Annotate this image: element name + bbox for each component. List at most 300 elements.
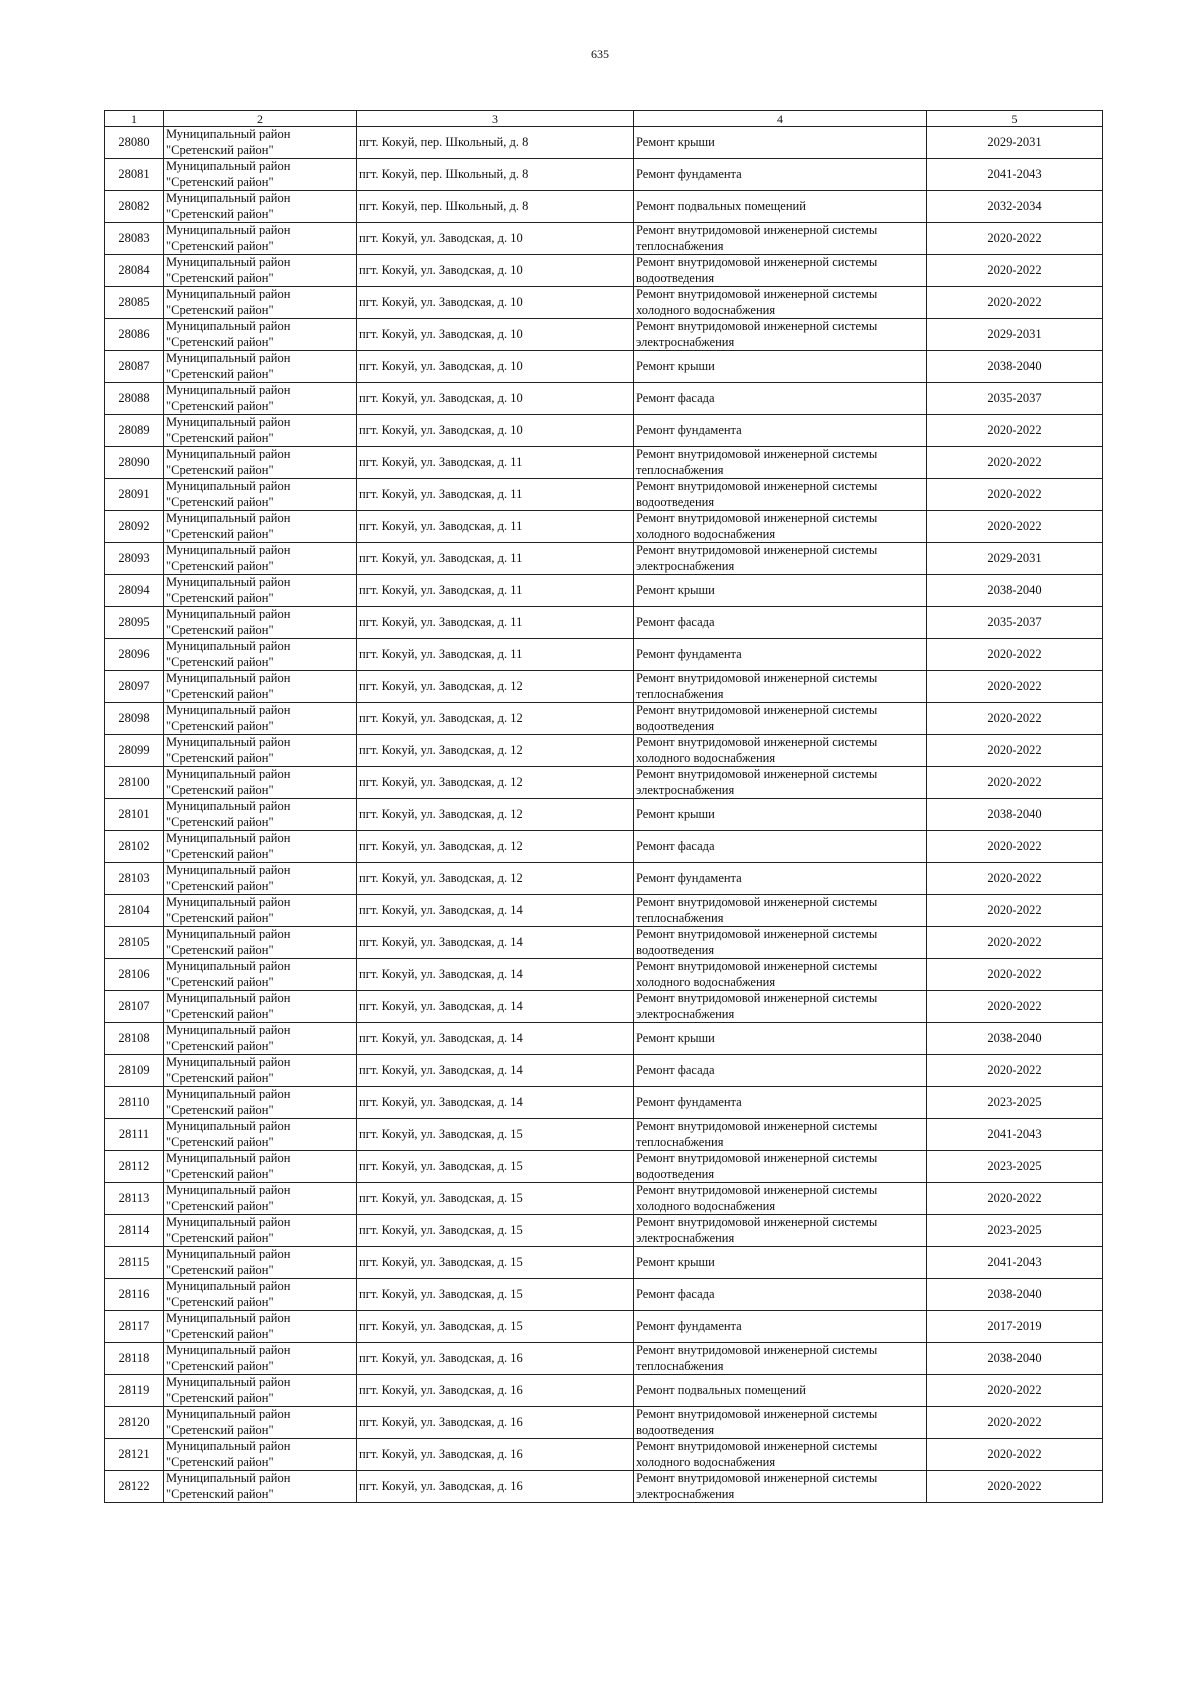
work-type-cell bbox=[634, 191, 927, 223]
address-cell: пгт. Кокуй, ул. Заводская, д. 16 bbox=[357, 1375, 634, 1407]
work-type-line-2: электроснабжения bbox=[636, 782, 735, 797]
municipality-line-1: Муниципальный район bbox=[166, 543, 291, 557]
municipality-line-2: "Сретенский район" bbox=[166, 942, 274, 957]
address-cell: пгт. Кокуй, ул. Заводская, д. 14 bbox=[357, 895, 634, 927]
municipality-cell bbox=[164, 1055, 357, 1087]
column-header-3: 3 bbox=[357, 111, 634, 127]
municipality-cell bbox=[164, 1151, 357, 1183]
address-cell: пгт. Кокуй, пер. Школьный, д. 8 bbox=[357, 159, 634, 191]
work-type-cell bbox=[634, 703, 927, 735]
period-cell: 2020-2022 bbox=[927, 223, 1103, 255]
period-cell: 2020-2022 bbox=[927, 639, 1103, 671]
work-type-line-1: Ремонт внутридомовой инженерной системы bbox=[636, 447, 878, 461]
record-number-cell: 28107 bbox=[105, 991, 164, 1023]
table-row bbox=[105, 991, 1103, 1023]
work-type-line-1: Ремонт фасада bbox=[636, 1286, 715, 1301]
work-type-line-2: электроснабжения bbox=[636, 1006, 735, 1021]
work-type-line-2: холодного водоснабжения bbox=[636, 302, 776, 317]
period-cell: 2020-2022 bbox=[927, 959, 1103, 991]
work-type-cell bbox=[634, 639, 927, 671]
work-type-line-1: Ремонт внутридомовой инженерной системы bbox=[636, 895, 878, 909]
address-cell: пгт. Кокуй, ул. Заводская, д. 10 bbox=[357, 255, 634, 287]
municipality-line-1: Муниципальный район bbox=[166, 639, 291, 653]
record-number-cell: 28082 bbox=[105, 191, 164, 223]
work-type-line-1: Ремонт фундамента bbox=[636, 870, 742, 885]
table-row bbox=[105, 1119, 1103, 1151]
work-type-cell bbox=[634, 127, 927, 159]
record-number-cell: 28113 bbox=[105, 1183, 164, 1215]
work-type-line-2: водоотведения bbox=[636, 718, 715, 733]
record-number-cell: 28084 bbox=[105, 255, 164, 287]
municipality-cell bbox=[164, 223, 357, 255]
table-row bbox=[105, 1087, 1103, 1119]
table-row bbox=[105, 831, 1103, 863]
municipality-cell bbox=[164, 1375, 357, 1407]
work-type-line-2: водоотведения bbox=[636, 494, 715, 509]
address-cell: пгт. Кокуй, ул. Заводская, д. 16 bbox=[357, 1407, 634, 1439]
municipality-cell bbox=[164, 959, 357, 991]
work-type-line-1: Ремонт внутридомовой инженерной системы bbox=[636, 511, 878, 525]
work-type-cell bbox=[634, 671, 927, 703]
municipality-line-1: Муниципальный район bbox=[166, 479, 291, 493]
municipality-line-1: Муниципальный район bbox=[166, 1151, 291, 1165]
municipality-line-2: "Сретенский район" bbox=[166, 782, 274, 797]
address-cell: пгт. Кокуй, ул. Заводская, д. 11 bbox=[357, 575, 634, 607]
period-cell: 2032-2034 bbox=[927, 191, 1103, 223]
municipality-line-1: Муниципальный район bbox=[166, 735, 291, 749]
work-type-line-2: водоотведения bbox=[636, 270, 715, 285]
address-cell: пгт. Кокуй, ул. Заводская, д. 10 bbox=[357, 223, 634, 255]
municipality-cell bbox=[164, 1407, 357, 1439]
municipality-line-2: "Сретенский район" bbox=[166, 206, 274, 221]
period-cell: 2029-2031 bbox=[927, 127, 1103, 159]
work-type-line-2: холодного водоснабжения bbox=[636, 750, 776, 765]
period-cell: 2038-2040 bbox=[927, 1343, 1103, 1375]
municipality-line-1: Муниципальный район bbox=[166, 1183, 291, 1197]
work-type-cell bbox=[634, 159, 927, 191]
work-type-cell bbox=[634, 1311, 927, 1343]
column-header-4: 4 bbox=[634, 111, 927, 127]
table-row bbox=[105, 671, 1103, 703]
work-type-line-2: электроснабжения bbox=[636, 558, 735, 573]
work-type-cell bbox=[634, 511, 927, 543]
record-number-cell: 28099 bbox=[105, 735, 164, 767]
period-cell: 2020-2022 bbox=[927, 1055, 1103, 1087]
municipality-line-2: "Сретенский район" bbox=[166, 1134, 274, 1149]
period-cell: 2020-2022 bbox=[927, 703, 1103, 735]
work-type-cell bbox=[634, 415, 927, 447]
municipality-line-1: Муниципальный район bbox=[166, 1087, 291, 1101]
record-number-cell: 28083 bbox=[105, 223, 164, 255]
period-cell: 2020-2022 bbox=[927, 287, 1103, 319]
work-type-cell bbox=[634, 863, 927, 895]
work-type-cell bbox=[634, 831, 927, 863]
record-number-cell: 28118 bbox=[105, 1343, 164, 1375]
work-type-cell bbox=[634, 447, 927, 479]
period-cell: 2020-2022 bbox=[927, 255, 1103, 287]
municipality-cell bbox=[164, 575, 357, 607]
record-number-cell: 28088 bbox=[105, 383, 164, 415]
table-row bbox=[105, 1311, 1103, 1343]
address-cell: пгт. Кокуй, ул. Заводская, д. 15 bbox=[357, 1151, 634, 1183]
work-type-cell bbox=[634, 1439, 927, 1471]
address-cell: пгт. Кокуй, пер. Школьный, д. 8 bbox=[357, 191, 634, 223]
municipality-cell bbox=[164, 415, 357, 447]
work-type-cell bbox=[634, 383, 927, 415]
municipality-cell bbox=[164, 447, 357, 479]
address-cell: пгт. Кокуй, ул. Заводская, д. 15 bbox=[357, 1215, 634, 1247]
period-cell: 2020-2022 bbox=[927, 1375, 1103, 1407]
period-cell: 2020-2022 bbox=[927, 831, 1103, 863]
work-type-line-1: Ремонт фундамента bbox=[636, 422, 742, 437]
table-header bbox=[105, 111, 1103, 127]
address-cell: пгт. Кокуй, ул. Заводская, д. 12 bbox=[357, 799, 634, 831]
table-row bbox=[105, 1183, 1103, 1215]
work-type-line-1: Ремонт внутридомовой инженерной системы bbox=[636, 1439, 878, 1453]
address-cell: пгт. Кокуй, ул. Заводская, д. 10 bbox=[357, 351, 634, 383]
work-type-line-1: Ремонт крыши bbox=[636, 358, 715, 373]
work-type-line-2: холодного водоснабжения bbox=[636, 1198, 776, 1213]
work-type-line-1: Ремонт внутридомовой инженерной системы bbox=[636, 1119, 878, 1133]
record-number-cell: 28110 bbox=[105, 1087, 164, 1119]
record-number-cell: 28103 bbox=[105, 863, 164, 895]
table-row bbox=[105, 511, 1103, 543]
municipality-line-1: Муниципальный район bbox=[166, 1471, 291, 1485]
municipality-line-2: "Сретенский район" bbox=[166, 878, 274, 893]
municipality-line-2: "Сретенский район" bbox=[166, 270, 274, 285]
record-number-cell: 28090 bbox=[105, 447, 164, 479]
municipality-cell bbox=[164, 799, 357, 831]
repair-schedule-table bbox=[104, 110, 1103, 1503]
table-row bbox=[105, 479, 1103, 511]
municipality-cell bbox=[164, 1343, 357, 1375]
period-cell: 2038-2040 bbox=[927, 575, 1103, 607]
work-type-line-1: Ремонт внутридомовой инженерной системы bbox=[636, 319, 878, 333]
work-type-cell bbox=[634, 799, 927, 831]
municipality-line-2: "Сретенский район" bbox=[166, 1198, 274, 1213]
column-header-1: 1 bbox=[105, 111, 164, 127]
period-cell: 2029-2031 bbox=[927, 319, 1103, 351]
work-type-line-2: теплоснабжения bbox=[636, 1358, 724, 1373]
municipality-line-1: Муниципальный район bbox=[166, 927, 291, 941]
address-cell: пгт. Кокуй, ул. Заводская, д. 10 bbox=[357, 319, 634, 351]
period-cell: 2035-2037 bbox=[927, 607, 1103, 639]
work-type-line-1: Ремонт фундамента bbox=[636, 1318, 742, 1333]
record-number-cell: 28091 bbox=[105, 479, 164, 511]
record-number-cell: 28106 bbox=[105, 959, 164, 991]
municipality-line-2: "Сретенский район" bbox=[166, 622, 274, 637]
period-cell: 2029-2031 bbox=[927, 543, 1103, 575]
period-cell: 2041-2043 bbox=[927, 1247, 1103, 1279]
municipality-cell bbox=[164, 287, 357, 319]
address-cell: пгт. Кокуй, ул. Заводская, д. 15 bbox=[357, 1311, 634, 1343]
municipality-line-2: "Сретенский район" bbox=[166, 814, 274, 829]
table-row bbox=[105, 223, 1103, 255]
work-type-line-1: Ремонт внутридомовой инженерной системы bbox=[636, 479, 878, 493]
table-row bbox=[105, 415, 1103, 447]
work-type-line-1: Ремонт фасада bbox=[636, 614, 715, 629]
work-type-cell bbox=[634, 479, 927, 511]
table-row bbox=[105, 1375, 1103, 1407]
work-type-line-1: Ремонт внутридомовой инженерной системы bbox=[636, 287, 878, 301]
record-number-cell: 28102 bbox=[105, 831, 164, 863]
municipality-line-2: "Сретенский район" bbox=[166, 1358, 274, 1373]
municipality-line-1: Муниципальный район bbox=[166, 671, 291, 685]
work-type-cell bbox=[634, 927, 927, 959]
municipality-line-2: "Сретенский район" bbox=[166, 1326, 274, 1341]
work-type-line-2: водоотведения bbox=[636, 1166, 715, 1181]
record-number-cell: 28096 bbox=[105, 639, 164, 671]
work-type-cell bbox=[634, 1183, 927, 1215]
municipality-cell bbox=[164, 895, 357, 927]
work-type-line-1: Ремонт внутридомовой инженерной системы bbox=[636, 1183, 878, 1197]
table-row bbox=[105, 799, 1103, 831]
municipality-line-1: Муниципальный район bbox=[166, 127, 291, 141]
period-cell: 2017-2019 bbox=[927, 1311, 1103, 1343]
municipality-line-2: "Сретенский район" bbox=[166, 558, 274, 573]
period-cell: 2020-2022 bbox=[927, 415, 1103, 447]
address-cell: пгт. Кокуй, ул. Заводская, д. 14 bbox=[357, 1055, 634, 1087]
table-row bbox=[105, 1343, 1103, 1375]
municipality-cell bbox=[164, 351, 357, 383]
municipality-cell bbox=[164, 319, 357, 351]
municipality-line-2: "Сретенский район" bbox=[166, 718, 274, 733]
address-cell: пгт. Кокуй, ул. Заводская, д. 14 bbox=[357, 927, 634, 959]
period-cell: 2020-2022 bbox=[927, 895, 1103, 927]
municipality-cell bbox=[164, 1215, 357, 1247]
period-cell: 2020-2022 bbox=[927, 863, 1103, 895]
record-number-cell: 28108 bbox=[105, 1023, 164, 1055]
municipality-line-2: "Сретенский район" bbox=[166, 654, 274, 669]
work-type-line-1: Ремонт внутридомовой инженерной системы bbox=[636, 543, 878, 557]
work-type-cell bbox=[634, 223, 927, 255]
municipality-line-1: Муниципальный район bbox=[166, 895, 291, 909]
address-cell: пгт. Кокуй, ул. Заводская, д. 10 bbox=[357, 415, 634, 447]
table-row bbox=[105, 895, 1103, 927]
work-type-line-1: Ремонт крыши bbox=[636, 1030, 715, 1045]
record-number-cell: 28122 bbox=[105, 1471, 164, 1503]
table-row bbox=[105, 127, 1103, 159]
work-type-line-1: Ремонт внутридомовой инженерной системы bbox=[636, 959, 878, 973]
record-number-cell: 28121 bbox=[105, 1439, 164, 1471]
work-type-line-1: Ремонт фундамента bbox=[636, 166, 742, 181]
work-type-line-1: Ремонт внутридомовой инженерной системы bbox=[636, 1215, 878, 1229]
period-cell: 2020-2022 bbox=[927, 1471, 1103, 1503]
work-type-line-1: Ремонт фасада bbox=[636, 390, 715, 405]
period-cell: 2041-2043 bbox=[927, 159, 1103, 191]
municipality-cell bbox=[164, 1119, 357, 1151]
table-row bbox=[105, 927, 1103, 959]
municipality-line-1: Муниципальный район bbox=[166, 1023, 291, 1037]
municipality-cell bbox=[164, 863, 357, 895]
address-cell: пгт. Кокуй, ул. Заводская, д. 10 bbox=[357, 383, 634, 415]
record-number-cell: 28080 bbox=[105, 127, 164, 159]
municipality-cell bbox=[164, 1439, 357, 1471]
period-cell: 2038-2040 bbox=[927, 351, 1103, 383]
municipality-line-1: Муниципальный район bbox=[166, 383, 291, 397]
table-row bbox=[105, 607, 1103, 639]
municipality-line-2: "Сретенский район" bbox=[166, 1166, 274, 1181]
page-number: 635 bbox=[591, 47, 609, 61]
address-cell: пгт. Кокуй, ул. Заводская, д. 11 bbox=[357, 511, 634, 543]
record-number-cell: 28104 bbox=[105, 895, 164, 927]
municipality-cell bbox=[164, 991, 357, 1023]
work-type-cell bbox=[634, 1247, 927, 1279]
work-type-line-1: Ремонт внутридомовой инженерной системы bbox=[636, 223, 878, 237]
work-type-line-2: электроснабжения bbox=[636, 334, 735, 349]
address-cell: пгт. Кокуй, ул. Заводская, д. 12 bbox=[357, 831, 634, 863]
work-type-cell bbox=[634, 287, 927, 319]
municipality-line-2: "Сретенский район" bbox=[166, 686, 274, 701]
municipality-line-1: Муниципальный район bbox=[166, 607, 291, 621]
municipality-line-1: Муниципальный район bbox=[166, 191, 291, 205]
work-type-line-2: теплоснабжения bbox=[636, 686, 724, 701]
municipality-line-1: Муниципальный район bbox=[166, 863, 291, 877]
address-cell: пгт. Кокуй, ул. Заводская, д. 15 bbox=[357, 1119, 634, 1151]
record-number-cell: 28116 bbox=[105, 1279, 164, 1311]
work-type-line-2: холодного водоснабжения bbox=[636, 526, 776, 541]
municipality-line-2: "Сретенский район" bbox=[166, 174, 274, 189]
municipality-line-1: Муниципальный район bbox=[166, 287, 291, 301]
municipality-line-1: Муниципальный район bbox=[166, 415, 291, 429]
municipality-line-1: Муниципальный район bbox=[166, 1247, 291, 1261]
work-type-line-1: Ремонт внутридомовой инженерной системы bbox=[636, 767, 878, 781]
work-type-cell bbox=[634, 1279, 927, 1311]
table-row bbox=[105, 639, 1103, 671]
column-header-5: 5 bbox=[927, 111, 1103, 127]
table-row bbox=[105, 1247, 1103, 1279]
work-type-line-1: Ремонт внутридомовой инженерной системы bbox=[636, 1471, 878, 1485]
address-cell: пгт. Кокуй, ул. Заводская, д. 11 bbox=[357, 607, 634, 639]
municipality-cell bbox=[164, 127, 357, 159]
municipality-line-2: "Сретенский район" bbox=[166, 1038, 274, 1053]
work-type-line-2: теплоснабжения bbox=[636, 910, 724, 925]
municipality-line-1: Муниципальный район bbox=[166, 1119, 291, 1133]
municipality-line-2: "Сретенский район" bbox=[166, 142, 274, 157]
period-cell: 2035-2037 bbox=[927, 383, 1103, 415]
table-row bbox=[105, 767, 1103, 799]
municipality-line-1: Муниципальный район bbox=[166, 447, 291, 461]
period-cell: 2020-2022 bbox=[927, 735, 1103, 767]
work-type-line-1: Ремонт фасада bbox=[636, 1062, 715, 1077]
work-type-cell bbox=[634, 895, 927, 927]
municipality-cell bbox=[164, 831, 357, 863]
column-header-2: 2 bbox=[164, 111, 357, 127]
municipality-line-2: "Сретенский район" bbox=[166, 1454, 274, 1469]
table-row bbox=[105, 1439, 1103, 1471]
municipality-line-2: "Сретенский район" bbox=[166, 590, 274, 605]
work-type-cell bbox=[634, 543, 927, 575]
municipality-cell bbox=[164, 639, 357, 671]
table-row bbox=[105, 1471, 1103, 1503]
work-type-cell bbox=[634, 959, 927, 991]
table-row bbox=[105, 1407, 1103, 1439]
address-cell: пгт. Кокуй, ул. Заводская, д. 10 bbox=[357, 287, 634, 319]
municipality-line-2: "Сретенский район" bbox=[166, 1486, 274, 1501]
work-type-cell bbox=[634, 1023, 927, 1055]
record-number-cell: 28097 bbox=[105, 671, 164, 703]
municipality-cell bbox=[164, 255, 357, 287]
municipality-cell bbox=[164, 1247, 357, 1279]
address-cell: пгт. Кокуй, ул. Заводская, д. 11 bbox=[357, 479, 634, 511]
municipality-line-2: "Сретенский район" bbox=[166, 846, 274, 861]
record-number-cell: 28089 bbox=[105, 415, 164, 447]
table-row bbox=[105, 191, 1103, 223]
work-type-line-2: теплоснабжения bbox=[636, 462, 724, 477]
work-type-line-1: Ремонт крыши bbox=[636, 134, 715, 149]
work-type-cell bbox=[634, 607, 927, 639]
table-row bbox=[105, 543, 1103, 575]
period-cell: 2020-2022 bbox=[927, 927, 1103, 959]
municipality-cell bbox=[164, 607, 357, 639]
address-cell: пгт. Кокуй, ул. Заводская, д. 15 bbox=[357, 1279, 634, 1311]
period-cell: 2023-2025 bbox=[927, 1087, 1103, 1119]
work-type-cell bbox=[634, 1471, 927, 1503]
municipality-line-2: "Сретенский район" bbox=[166, 526, 274, 541]
record-number-cell: 28112 bbox=[105, 1151, 164, 1183]
work-type-line-2: электроснабжения bbox=[636, 1230, 735, 1245]
period-cell: 2020-2022 bbox=[927, 1183, 1103, 1215]
work-type-cell bbox=[634, 1119, 927, 1151]
work-type-line-2: холодного водоснабжения bbox=[636, 1454, 776, 1469]
address-cell: пгт. Кокуй, ул. Заводская, д. 12 bbox=[357, 863, 634, 895]
table-row bbox=[105, 1151, 1103, 1183]
period-cell: 2020-2022 bbox=[927, 767, 1103, 799]
work-type-cell bbox=[634, 1375, 927, 1407]
record-number-cell: 28105 bbox=[105, 927, 164, 959]
municipality-cell bbox=[164, 767, 357, 799]
period-cell: 2020-2022 bbox=[927, 1407, 1103, 1439]
municipality-line-1: Муниципальный район bbox=[166, 991, 291, 1005]
period-cell: 2020-2022 bbox=[927, 991, 1103, 1023]
table-row bbox=[105, 383, 1103, 415]
work-type-cell bbox=[634, 1055, 927, 1087]
municipality-cell bbox=[164, 159, 357, 191]
record-number-cell: 28111 bbox=[105, 1119, 164, 1151]
municipality-cell bbox=[164, 1087, 357, 1119]
record-number-cell: 28095 bbox=[105, 607, 164, 639]
period-cell: 2041-2043 bbox=[927, 1119, 1103, 1151]
period-cell: 2020-2022 bbox=[927, 447, 1103, 479]
record-number-cell: 28098 bbox=[105, 703, 164, 735]
table-row bbox=[105, 255, 1103, 287]
period-cell: 2038-2040 bbox=[927, 1023, 1103, 1055]
work-type-cell bbox=[634, 351, 927, 383]
record-number-cell: 28101 bbox=[105, 799, 164, 831]
period-cell: 2038-2040 bbox=[927, 799, 1103, 831]
address-cell: пгт. Кокуй, ул. Заводская, д. 11 bbox=[357, 639, 634, 671]
municipality-line-2: "Сретенский район" bbox=[166, 910, 274, 925]
municipality-cell bbox=[164, 511, 357, 543]
record-number-cell: 28119 bbox=[105, 1375, 164, 1407]
work-type-line-2: теплоснабжения bbox=[636, 1134, 724, 1149]
record-number-cell: 28086 bbox=[105, 319, 164, 351]
municipality-line-1: Муниципальный район bbox=[166, 351, 291, 365]
municipality-line-2: "Сретенский район" bbox=[166, 398, 274, 413]
work-type-line-1: Ремонт фундамента bbox=[636, 646, 742, 661]
table-row bbox=[105, 575, 1103, 607]
work-type-line-2: водоотведения bbox=[636, 942, 715, 957]
municipality-line-2: "Сретенский район" bbox=[166, 750, 274, 765]
municipality-line-1: Муниципальный район bbox=[166, 1279, 291, 1293]
municipality-cell bbox=[164, 927, 357, 959]
municipality-cell bbox=[164, 1279, 357, 1311]
work-type-line-1: Ремонт фасада bbox=[636, 838, 715, 853]
address-cell: пгт. Кокуй, ул. Заводская, д. 14 bbox=[357, 959, 634, 991]
municipality-line-2: "Сретенский район" bbox=[166, 366, 274, 381]
work-type-line-1: Ремонт подвальных помещений bbox=[636, 1382, 806, 1397]
municipality-line-1: Муниципальный район bbox=[166, 1215, 291, 1229]
